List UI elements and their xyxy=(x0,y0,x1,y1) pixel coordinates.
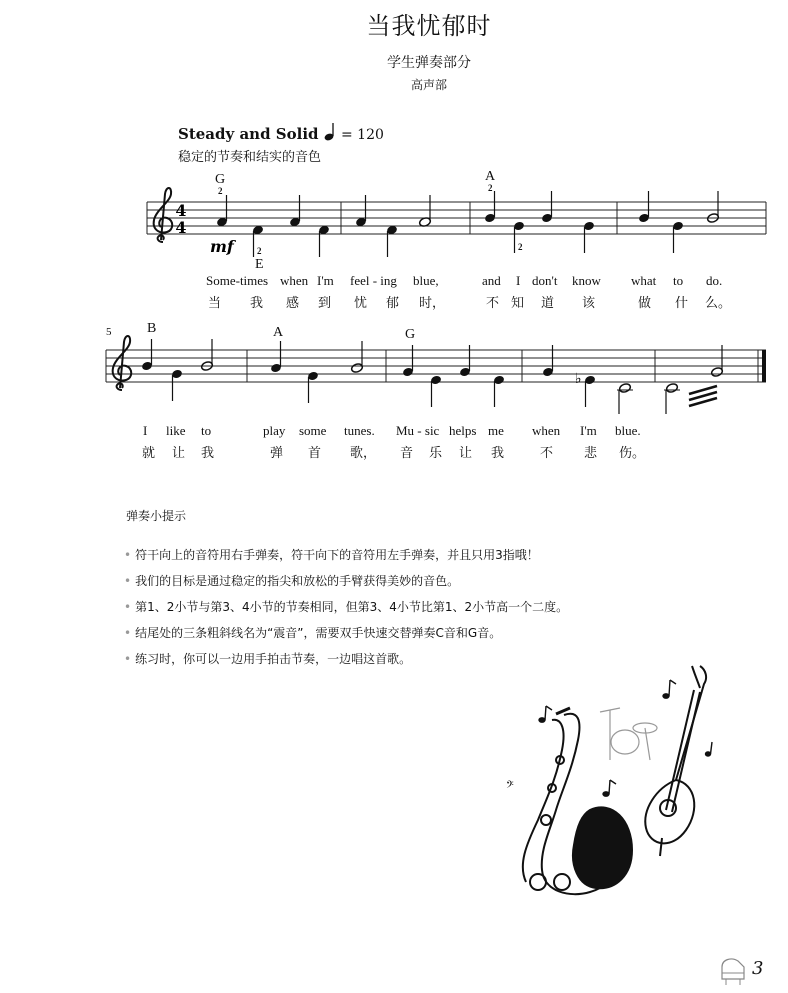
fingering: 2 xyxy=(257,246,262,256)
lyric-word: play xyxy=(263,423,286,438)
page-number: 3 xyxy=(752,958,764,979)
lyric-word: when xyxy=(280,273,309,288)
tip-text: 结尾处的三条粗斜线名为“震音”，需要双手快速交替弹奏C音和G音。 xyxy=(135,626,502,640)
instruments-illustration xyxy=(500,660,730,910)
note xyxy=(307,371,319,403)
lyric-char: 我 xyxy=(201,446,215,461)
lyric-char: 弹 xyxy=(270,446,284,461)
note xyxy=(672,221,684,253)
piano-icon xyxy=(718,953,748,987)
tip-item xyxy=(124,572,568,598)
lyric-char: 道 xyxy=(541,296,555,311)
lyric-word: I'm xyxy=(317,273,334,288)
lyric-word: don't xyxy=(532,273,558,288)
tremolo-icon xyxy=(689,386,717,406)
lyric-char: 让 xyxy=(459,446,473,461)
tempo-marking xyxy=(178,122,384,143)
part-subtitle: 学生弹奏部分 xyxy=(387,55,471,71)
fingering: 2 xyxy=(218,186,223,196)
note xyxy=(707,191,720,223)
note xyxy=(541,191,553,223)
lyric-char: 么。 xyxy=(705,296,732,311)
chord-label: A xyxy=(485,169,496,184)
tip-item xyxy=(124,624,568,650)
lyric-char: 悲 xyxy=(584,446,598,461)
note xyxy=(355,195,367,227)
lyric-word: I'm xyxy=(580,423,597,438)
note xyxy=(493,375,505,407)
note xyxy=(584,375,596,407)
note xyxy=(386,225,398,257)
lyric-word: when xyxy=(532,423,561,438)
tip-text: 练习时，你可以一边用手拍击节奏，一边唱这首歌。 xyxy=(135,652,412,666)
lyric-char: 首 xyxy=(308,446,322,461)
lyric-word: I xyxy=(516,273,521,288)
chord-label: G xyxy=(405,327,416,342)
guitar-icon xyxy=(645,666,706,856)
lyric-word: feel - ing xyxy=(350,273,397,288)
chord-label: B xyxy=(147,321,157,336)
flat-icon: ♭ xyxy=(575,371,582,387)
bullet-icon: • xyxy=(124,574,132,588)
tempo-text: Steady and Solid xyxy=(178,125,319,143)
bass-clef-icon: 𝄢 xyxy=(506,779,514,793)
note xyxy=(351,341,364,373)
bullet-icon: • xyxy=(124,626,132,640)
time-signature-top: 4 xyxy=(175,201,187,220)
lyric-word: what xyxy=(631,273,657,288)
tip-item xyxy=(124,598,568,624)
bar-number: 5 xyxy=(106,326,112,338)
tip-item xyxy=(124,546,568,572)
lyric-char: 郁 xyxy=(386,296,400,311)
lyric-word: like xyxy=(166,423,186,438)
note xyxy=(617,383,633,414)
dynamic-marking: mf xyxy=(210,237,234,256)
lyric-word: tunes. xyxy=(344,423,375,438)
note xyxy=(270,341,282,373)
chord-label: A xyxy=(273,325,284,340)
note xyxy=(201,339,214,371)
lyric-char: 不 xyxy=(540,446,554,461)
lyric-char: 感 xyxy=(286,296,300,311)
chord-label: E xyxy=(255,257,264,272)
page-title: 当我忧郁时 xyxy=(366,12,492,40)
note xyxy=(419,195,432,227)
chord-label: G xyxy=(215,172,226,187)
lyric-char: 什 xyxy=(675,296,689,311)
note xyxy=(430,375,442,407)
lyric-word: blue. xyxy=(615,423,641,438)
lyric-char: 该 xyxy=(582,296,596,311)
note xyxy=(583,221,595,253)
lyric-char: 伤。 xyxy=(619,446,646,461)
lyric-char: 到 xyxy=(318,296,332,311)
lyric-char: 歌， xyxy=(350,446,377,461)
bullet-icon: • xyxy=(124,652,132,666)
tip-text: 我们的目标是通过稳定的指尖和放松的手臂获得美妙的音色。 xyxy=(135,574,460,588)
lyric-char: 忧 xyxy=(354,296,368,311)
lyric-char: 时， xyxy=(419,296,446,311)
lyric-char: 我 xyxy=(491,446,505,461)
lyric-word: helps xyxy=(449,423,477,438)
saxophone-icon xyxy=(523,708,632,894)
lyric-word: to xyxy=(201,423,212,438)
staff-system-2 xyxy=(0,310,788,430)
tip-text: 符干向上的音符用右手弹奏，符干向下的音符用左手弹奏，并且只用3指哦！ xyxy=(135,548,539,562)
lyric-char: 就 xyxy=(142,446,156,461)
note xyxy=(289,195,301,227)
lyric-word: I xyxy=(143,423,148,438)
staff-system-1 xyxy=(0,160,788,280)
lyric-char: 我 xyxy=(250,296,264,311)
note xyxy=(484,191,496,223)
lyric-char: 让 xyxy=(172,446,186,461)
lyric-word: know xyxy=(572,273,601,288)
lyric-word: Mu - sic xyxy=(396,423,440,438)
note xyxy=(216,195,228,227)
note xyxy=(664,383,680,414)
drum-kit-icon xyxy=(600,708,657,760)
voice-label: 高声部 xyxy=(410,78,447,92)
bullet-icon: • xyxy=(124,548,132,562)
lyric-word: some xyxy=(299,423,327,438)
tip-text: 第1、2小节与第3、4小节的节奏相同，但第3、4小节比第1、2小节高一个二度。 xyxy=(135,600,569,614)
lyric-char: 知 xyxy=(511,296,525,311)
tips-list xyxy=(124,546,568,676)
note xyxy=(141,339,153,371)
fingering: 2 xyxy=(518,242,523,252)
note xyxy=(638,191,650,223)
quarter-note-icon xyxy=(324,122,336,142)
lyric-char: 当 xyxy=(208,296,222,311)
lyric-word: blue, xyxy=(413,273,439,288)
lyric-word: do. xyxy=(706,273,723,288)
note xyxy=(171,369,183,401)
tempo-bpm: = 120 xyxy=(340,127,384,143)
lyric-word: Some-times xyxy=(206,273,269,288)
lyric-word: and xyxy=(482,273,501,288)
fingering: 2 xyxy=(488,183,493,193)
lyric-char: 音 xyxy=(400,446,414,461)
lyric-word: me xyxy=(488,423,504,438)
lyric-word: to xyxy=(673,273,684,288)
tempo-description: 稳定的节奏和结实的音色 xyxy=(178,150,322,165)
note xyxy=(318,225,330,257)
bullet-icon: • xyxy=(124,600,132,614)
lyric-char: 乐 xyxy=(429,446,443,461)
tips-heading: 弹奏小提示 xyxy=(126,509,187,523)
time-signature-bottom: 4 xyxy=(175,218,187,237)
lyric-char: 不 xyxy=(486,296,500,311)
music-note-icon xyxy=(539,680,712,796)
lyric-char: 做 xyxy=(638,296,652,311)
